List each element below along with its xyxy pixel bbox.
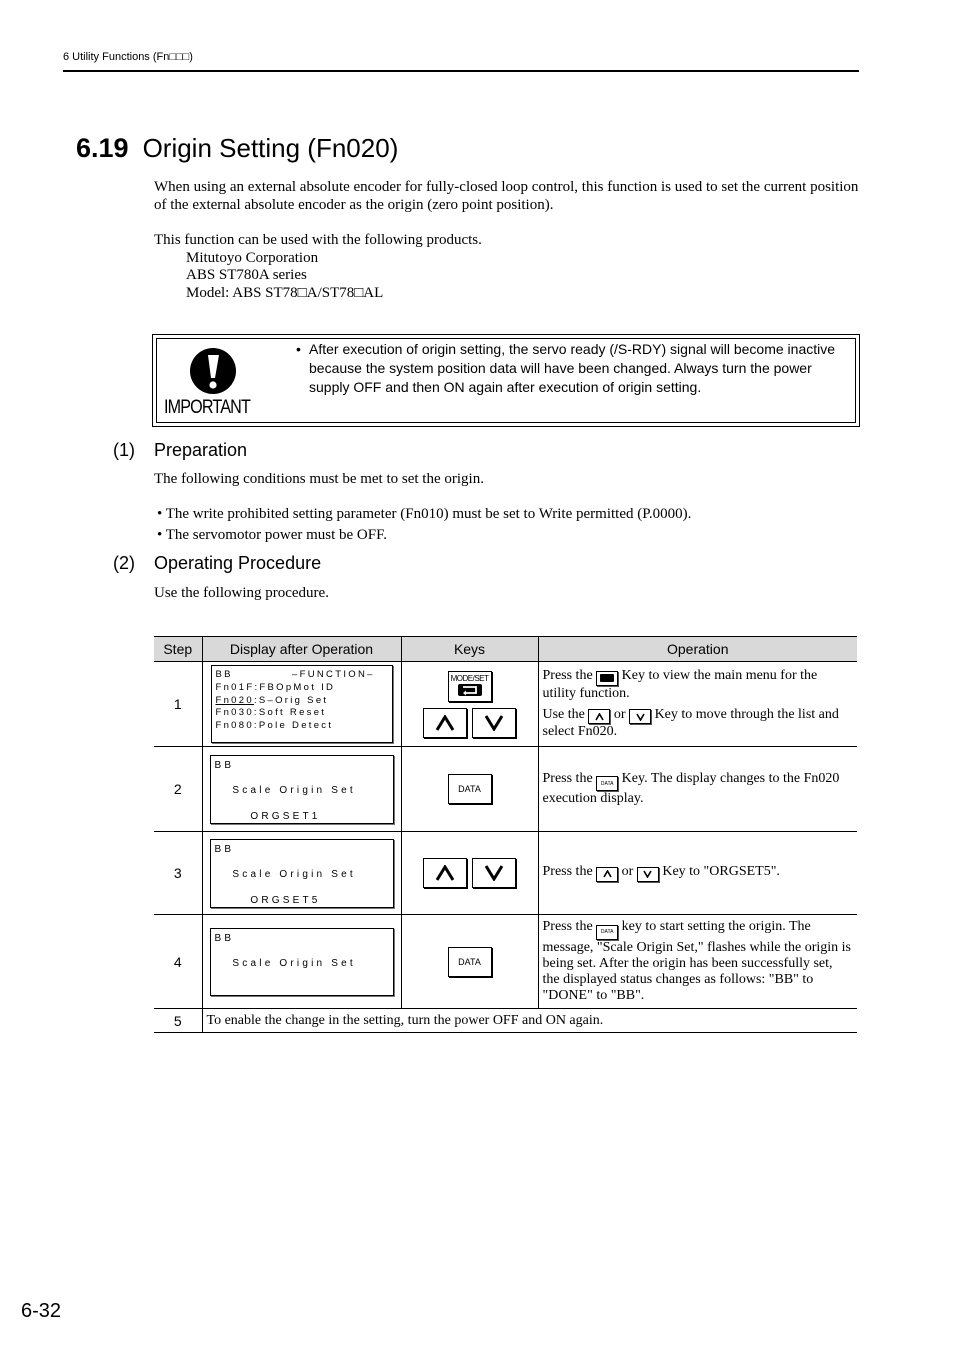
lcd-line: Scale Origin Set (214, 958, 356, 970)
op-text: Use the (542, 706, 585, 722)
table-row (154, 1009, 857, 1033)
mode-set-key-icon (596, 671, 618, 686)
subsection-procedure (113, 553, 321, 574)
lcd-line (216, 695, 388, 708)
lcd-line: Scale Origin Set (214, 869, 356, 881)
lcd-line: Fn01F:FBOpMot ID (215, 681, 336, 693)
lcd-line: BB –FUNCTION– (215, 669, 375, 680)
lcd-display (210, 928, 394, 996)
product-line: ABS ST780A series (186, 267, 307, 283)
important-text: After execution of origin setting, the servo ready (/S-RDY) signal will become inactive because the system position data will have been changed. Always turn the power supply OFF and then ON again after execution of origin setting. (309, 341, 836, 395)
loop-arrow-icon (457, 683, 483, 697)
down-arrow-icon (485, 865, 503, 881)
up-key[interactable] (423, 858, 467, 888)
column-header: Operation (538, 637, 857, 662)
section-heading: Origin Setting (Fn020) (142, 133, 399, 163)
down-key-icon (637, 867, 659, 882)
product-line: Model: ABS ST78□A/ST78□AL (186, 284, 384, 301)
lcd-display (210, 839, 394, 908)
subsection-heading: Operating Procedure (154, 553, 322, 573)
lcd-line: Fn030:Soft Reset (215, 707, 327, 719)
up-key[interactable] (423, 708, 467, 738)
data-key[interactable]: DATA (448, 774, 492, 804)
subsection-heading: Preparation (154, 440, 248, 460)
lcd-cursor-item: Fn020 (215, 694, 254, 706)
lcd-line: BB (214, 759, 235, 771)
operation-cell (538, 832, 857, 915)
op-text: Key. The display changes to the Fn020 execution display. (542, 770, 840, 807)
header-rule (63, 70, 859, 72)
down-key[interactable] (472, 858, 516, 888)
table-row (154, 832, 857, 915)
products-intro: This function can be used with the following products. (154, 232, 482, 248)
op-text: Press the (542, 919, 593, 935)
subsection-number: (2) (113, 553, 135, 573)
condition-item: • The write prohibited setting parameter (Fn010) must be set to Write permitted (P.0000). (157, 506, 692, 522)
down-arrow-icon (485, 715, 503, 731)
op-text: or (613, 706, 626, 722)
mode-set-key-label: MODE/SET (450, 673, 489, 683)
op-text: Press the (542, 770, 593, 786)
intro-paragraph: When using an external absolute encoder for fully-closed loop control, this function is used to set the current position of the external absolute encoder as the origin (zero point position). (154, 179, 859, 213)
lcd-line: Fn080:Pole Detect (215, 720, 334, 732)
data-key[interactable]: DATA (448, 947, 492, 977)
op-text: Key to "ORGSET5". (662, 864, 780, 880)
op-text: Press the (542, 864, 593, 880)
lcd-line: ORGSET5 (214, 894, 321, 906)
column-header: Keys (401, 637, 538, 662)
page-number: 6-32 (21, 1300, 62, 1322)
condition-item: • The servomotor power must be OFF. (157, 527, 388, 543)
op-text: Press the (542, 668, 593, 683)
operation-cell (538, 915, 857, 1009)
section-number: 6.19 (76, 133, 129, 163)
operation-cell (538, 662, 857, 747)
subsection-preparation (113, 440, 247, 461)
mode-set-key[interactable] (448, 671, 492, 702)
op-text: key to start setting the origin. The message, "Scale Origin Set," flashes while the origin is being set. After the origin has been successfully set, the displayed status changes as follows: "BB" to "DONE" to "BB". (542, 919, 851, 1003)
table-row (154, 662, 857, 747)
step-number: 1 (154, 662, 202, 747)
bullet: • (296, 341, 301, 357)
down-key-icon (629, 709, 651, 724)
op-text: Key to view the main menu for the utility function. (542, 668, 818, 701)
step-number: 3 (154, 832, 202, 915)
up-key-icon (588, 709, 610, 724)
op-text: Key to move through the list and select Fn020. (542, 706, 839, 739)
section-title (76, 133, 398, 164)
table-row (154, 747, 857, 832)
up-arrow-icon (436, 715, 454, 731)
products-paragraph (154, 232, 859, 302)
product-line: Mitutoyo Corporation (186, 249, 319, 266)
lcd-display (210, 755, 394, 824)
important-note (296, 340, 852, 397)
lcd-display (211, 665, 393, 743)
data-key-icon: DATA (596, 925, 618, 940)
important-label: IMPORTANT (164, 397, 250, 418)
final-step-text: To enable the change in the setting, turn the power OFF and ON again. (202, 1009, 857, 1033)
op-text: or (621, 864, 634, 880)
table-header-row (154, 637, 857, 662)
procedure-intro: Use the following procedure. (154, 585, 329, 601)
lcd-line: ORGSET1 (214, 810, 321, 822)
exclamation-icon (188, 347, 238, 397)
preparation-intro: The following conditions must be met to set the origin. (154, 471, 484, 487)
down-key[interactable] (472, 708, 516, 738)
subsection-number: (1) (113, 440, 135, 460)
operation-cell (538, 747, 857, 832)
table-row (154, 915, 857, 1009)
step-number: 4 (154, 915, 202, 1009)
column-header: Step (154, 637, 202, 662)
step-number: 5 (154, 1009, 202, 1033)
up-arrow-icon (436, 865, 454, 881)
up-key-icon (596, 867, 618, 882)
step-number: 2 (154, 747, 202, 832)
data-key-icon: DATA (596, 776, 618, 791)
lcd-line: Scale Origin Set (214, 785, 356, 797)
lcd-line: BB (214, 932, 235, 944)
lcd-line-text: :S–Orig Set (253, 694, 329, 706)
running-header: 6 Utility Functions (Fn□□□) (63, 51, 193, 63)
column-header: Display after Operation (202, 637, 401, 662)
procedure-table (154, 636, 857, 1033)
lcd-line: BB (214, 843, 235, 855)
